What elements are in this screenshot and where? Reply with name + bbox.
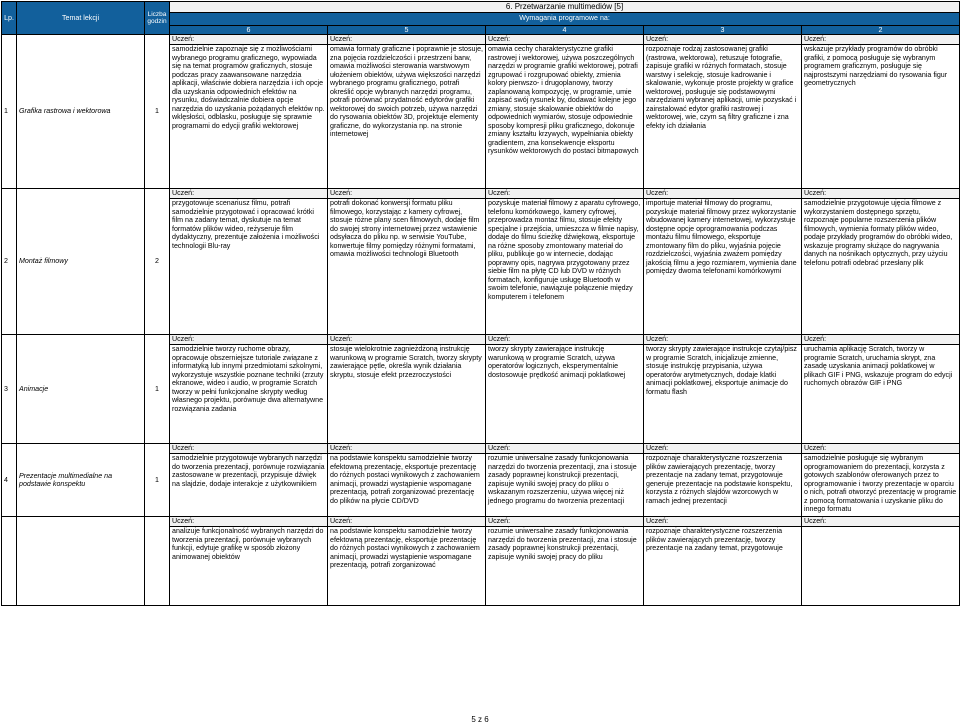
lesson-hours: 1 bbox=[145, 335, 170, 444]
requirement-cell: samodzielnie przygotowuje ujęcia filmowe z wykorzystaniem dostępnego sprzętu, rozpoznaje popularne rozszerzenia plików filmowych, wymienia formaty plików wideo, podaje przykłady programów do obróbki wideo, wskazuje programy służące do nagrywania danych na nośnikach optycznych, przy użyciu telefonu potrafi odebrać przesłany plik bbox=[802, 199, 960, 335]
lesson-number: 1 bbox=[2, 35, 17, 189]
uczen-label: Uczeń: bbox=[328, 517, 486, 527]
requirement-cell: wskazuje przykłady programów do obróbki grafiki, z pomocą posługuje się wybranym programem graficznym, posługuje się najprostszymi narzędziami do rysowania figur geometrycznych bbox=[802, 45, 960, 189]
lesson-number: 4 bbox=[2, 444, 17, 517]
lesson-hours bbox=[145, 517, 170, 606]
requirement-cell: uruchamia aplikację Scratch, tworzy w programie Scratch, uruchamia skrypt, zna zasadę uzyskania animacji poklatkowej w plikach GIF i PNG, wskazuje program do edycji ruchomych obrazów GIF i PNG bbox=[802, 345, 960, 444]
lesson-hours: 2 bbox=[145, 189, 170, 335]
uczen-label: Uczeń: bbox=[328, 189, 486, 199]
lesson-number bbox=[2, 517, 17, 606]
requirement-cell: rozpoznaje charakterystyczne rozszerzenia plików zawierających prezentację, tworzy prezentacje na zadany temat, przygotowuje bbox=[644, 527, 802, 606]
lesson-title: Prezentacje multimedialne na podstawie konspektu bbox=[17, 444, 145, 517]
uczen-label: Uczeń: bbox=[644, 189, 802, 199]
grade-3: 3 bbox=[644, 25, 802, 35]
requirement-cell: na podstawie konspektu samodzielnie tworzy efektowną prezentację, eksportuje prezentację do różnych postaci wynikowych z zachowaniem animacji, prowadzi wystąpienie wspomagane prezentacją, potrafi zorganizować prezentację do plików na płycie CD/DVD bbox=[328, 454, 486, 517]
grade-4: 4 bbox=[486, 25, 644, 35]
requirement-cell: omawia formaty graficzne i poprawnie je stosuje, zna pojęcia rozdzielczości i przestrzeni barw, omawia możliwości sterowania warstwowym ułożeniem obiektów, używa większości narzędzi wybranego programu graficznego, potrafi określić opcje wybranych narzędzi programu, potrafi porównać przydatność edytorów grafiki wektorowej do swoich potrzeb, używa narzędzi do rysowania obiektów 3D, projektuje elementy graficzne, do wykorzystania np. na stronie internetowej bbox=[328, 45, 486, 189]
uczen-row bbox=[2, 335, 960, 345]
requirement-cell: analizuje funkcjonalność wybranych narzędzi do tworzenia prezentacji, porównuje wybranych funkcji, edytuje grafikę w sposób złożony animowanej obiektów bbox=[170, 527, 328, 606]
uczen-label: Uczeń: bbox=[486, 189, 644, 199]
requirement-cell: importuje materiał filmowy do programu, pozyskuje materiał filmowy przez wykorzystanie wbudowanej kamery internetowej, wykorzystuje dostępne opcje oprogramowania podczas montażu filmu filmowego, eksportuje zmontowany film do pliku, wyjaśnia pojęcie rozdzielczości, wyjaśnia zważem pomiędzy jakością filmu a jego rozmiarem, wymienia dane pomiędzy dwoma telefonami komórkowymi bbox=[644, 199, 802, 335]
header-hours: Liczba godzin bbox=[145, 2, 170, 35]
lesson-hours: 1 bbox=[145, 35, 170, 189]
requirement-cell: samodzielnie tworzy ruchome obrazy, opracowuje obszerniejsze tutoriale związane z informatyką lub innymi przedmiotami szkolnymi, wykorzystuje wszystkie poznane techniki (zrzuty ekranowe, wideo i audio, w programie Scratch tworzy w pełni funkcjonalne skrypty według własnego projektu, porównuje dwa alternatywne rozwiązania zadania bbox=[170, 345, 328, 444]
requirement-cell: potrafi dokonać konwersji formatu pliku filmowego, korzystając z kamery cyfrowej, stosuje różne plany scen filmowych, dodaje film do swojej strony internetowej przez wstawienie odsyłacza do pliku np. w serwisie YouTube, konwertuje filmy pomiędzy różnymi formatami, omawia możliwości technologii Bluetooth bbox=[328, 199, 486, 335]
lesson-hours: 1 bbox=[145, 444, 170, 517]
uczen-label: Uczeń: bbox=[486, 335, 644, 345]
header-temat: Temat lekcji bbox=[17, 2, 145, 35]
uczen-row bbox=[2, 444, 960, 454]
uczen-row bbox=[2, 35, 960, 45]
requirement-cell: omawia cechy charakterystyczne grafiki rastrowej i wektorowej, używa poszczególnych narzędzi w programie grafiki wektorowej, potrafi zgrupować i rozgrupować obiekty, zmienia kolory pierwszo- i drugoplanowy, tworzy zaplanowaną kompozycję, w programie, umie zapisać swój rysunek by, dodawać kolejne jego zmiany, stosuje skalowanie obiektów do odpowiednich wymiarów, stosuje odpowiednie sposoby kompresji pliku graficznego, dokonuje zmiany kształtu krzywych, wypełniania obiekty gradientem, zna konsekwencje eksportu rysunków wektorowych do postaci bitmapowych bbox=[486, 45, 644, 189]
uczen-label: Uczeń: bbox=[170, 35, 328, 45]
requirement-cell: samodzielnie zapoznaje się z możliwościami wybranego programu graficznego, wypowiada się na temat programów graficznych, stosuje podczas pracy zaawansowane narzędzia aplikacji, właściwie dobiera narzędzia i ich opcje dla uzyskania odpowiednich efektów na rysunku, doświadczalnie dobiera opcje narzędzia do uzyskania pożądanych efektów np. wklęsłości, odblasku, posługuje się sprawnie programami do edycji grafiki wektorowej bbox=[170, 45, 328, 189]
uczen-label: Uczeń: bbox=[644, 517, 802, 527]
requirement-cell bbox=[802, 527, 960, 606]
uczen-label: Uczeń: bbox=[328, 35, 486, 45]
uczen-label: Uczeń: bbox=[486, 444, 644, 454]
uczen-label: Uczeń: bbox=[644, 444, 802, 454]
uczen-label: Uczeń: bbox=[486, 35, 644, 45]
uczen-label: Uczeń: bbox=[170, 335, 328, 345]
lesson-title: Grafika rastrowa i wektorowa bbox=[17, 35, 145, 189]
header-lp: Lp. bbox=[2, 2, 17, 35]
uczen-label: Uczeń: bbox=[328, 444, 486, 454]
grade-2: 2 bbox=[802, 25, 960, 35]
requirement-cell: pozyskuje materiał filmowy z aparatu cyfrowego, telefonu komórkowego, kamery cyfrowej, przeprowadza montaż filmu, stosuje efekty specjalne i przejścia, umieszcza w filmie napisy, dodaje do filmu ścieżkę dźwiękową, eksportuje na różne sposoby zmontowany materiał do pliku, publikuje go w internecie, dodając poprawny opis, nagrywa przygotowany przez siebie film na płytę CD lub DVD w różnych formatach, konfiguruje usługę Bluetooth w swoim telefonie, nawiązuje połączenie między komputerem i telefonem bbox=[486, 199, 644, 335]
requirement-cell: tworzy skrypty zawierające instrukcje czytaj/pisz w programie Scratch, inicjalizuje zmienne, stosuje instrukcję przypisania, używa operatorów arytmetycznych, dodaje klatki animacji poklatkowej, eksportuje animacje do formatu flash bbox=[644, 345, 802, 444]
curriculum-table bbox=[1, 1, 960, 606]
requirement-cell: rozpoznaje charakterystyczne rozszerzenia plików zawierających prezentację, tworzy prezentacje na zadany temat, przygotowuje generuje prezentacje na podstawie konspektu, korzysta z różnych slajdów wzorcowych w ramach jednej prezentacji bbox=[644, 454, 802, 517]
uczen-label: Uczeń: bbox=[802, 444, 960, 454]
uczen-label: Uczeń: bbox=[486, 517, 644, 527]
uczen-label: Uczeń: bbox=[802, 35, 960, 45]
lesson-number: 2 bbox=[2, 189, 17, 335]
uczen-label: Uczeń: bbox=[644, 335, 802, 345]
uczen-label: Uczeń: bbox=[644, 35, 802, 45]
uczen-label: Uczeń: bbox=[802, 335, 960, 345]
requirement-cell: tworzy skrypty zawierające instrukcję warunkową w programie Scratch, używa operatorów logicznych, eksperymentalnie dostosowuje prędkość animacji poklatkowej bbox=[486, 345, 644, 444]
requirement-cell: samodzielnie posługuje się wybranym oprogramowaniem do prezentacji, korzysta z gotowych szablonów oferowanych przez to oprogramowanie i tworzy prezentacje w oparciu o nich, potrafi otworzyć prezentację w programie z pomocą formatowania i uzyskanie pliku do innego formatu bbox=[802, 454, 960, 517]
section-title: 6. Przetwarzanie multimediów [5] bbox=[170, 2, 960, 13]
requirement-cell: stosuje wielokrotnie zagnieżdżoną instrukcję warunkową w programie Scratch, tworzy skrypty zawierające pętle, określa wynik działania skryptu, stosuje efekt przezroczystości bbox=[328, 345, 486, 444]
uczen-label: Uczeń: bbox=[328, 335, 486, 345]
header-wymagania: Wymagania programowe na: bbox=[170, 12, 960, 25]
uczen-label: Uczeń: bbox=[170, 189, 328, 199]
uczen-label: Uczeń: bbox=[802, 189, 960, 199]
lesson-title: Montaż filmowy bbox=[17, 189, 145, 335]
lesson-number: 3 bbox=[2, 335, 17, 444]
uczen-row bbox=[2, 517, 960, 527]
lesson-title: Animacje bbox=[17, 335, 145, 444]
grade-6: 6 bbox=[170, 25, 328, 35]
requirement-cell: rozpoznaje rodzaj zastosowanej grafiki (rastrowa, wektorowa), retuszuje fotografie, zapisuje grafiki w różnych formatach, stosuje warstwy i selekcję, stosuje kadrowanie i skalowanie, wykonuje proste projekty w grafice wektorowej, posługuje się podstawowymi narzędziami wybranej aplikacji, umie pozyskać i zainstalować edytor grafiki rastrowej i wektorowej, wie, czym są filtry graficzne i zna efekty ich działania bbox=[644, 45, 802, 189]
lesson-title bbox=[17, 517, 145, 606]
uczen-label: Uczeń: bbox=[170, 444, 328, 454]
uczen-label: Uczeń: bbox=[170, 517, 328, 527]
requirement-cell: rozumie uniwersalne zasady funkcjonowania narzędzi do tworzenia prezentacji, zna i stosuje zasady poprawnej konstrukcji prezentacji, zapisuje wyniki swojej pracy do pliku o wskazanym rozszerzeniu, używa więcej niż jednego programu do tworzenia prezentacji bbox=[486, 454, 644, 517]
requirement-cell: przygotowuje scenariusz filmu, potrafi samodzielnie przygotować i opracować krótki film na zadany temat, dyskutuje na temat formatów plików wideo, reżyseruje film dydaktyczny, prezentuje założenia i możliwości technologii Blu-ray bbox=[170, 199, 328, 335]
uczen-row bbox=[2, 189, 960, 199]
requirement-cell: rozumie uniwersalne zasady funkcjonowania narzędzi do tworzenia prezentacji, zna i stosuje zasady poprawnej konstrukcji prezentacji, zapisuje wyniki swojej pracy do pliku bbox=[486, 527, 644, 606]
grade-5: 5 bbox=[328, 25, 486, 35]
page-footer: 5 z 6 bbox=[471, 715, 489, 724]
requirement-cell: samodzielnie przygotowuje wybranych narzędzi do tworzenia prezentacji, porównuje rozwiązania zastosowane w prezentacji, przypisuje dźwięk na slajdzie, dodaje interakcje z użytkownikiem bbox=[170, 454, 328, 517]
requirement-cell: na podstawie konspektu samodzielnie tworzy efektowną prezentację, eksportuje prezentację do różnych postaci wynikowych z zachowaniem animacji, prowadzi wystąpienie wspomagane prezentacją, potrafi zorganizować bbox=[328, 527, 486, 606]
uczen-label: Uczeń: bbox=[802, 517, 960, 527]
